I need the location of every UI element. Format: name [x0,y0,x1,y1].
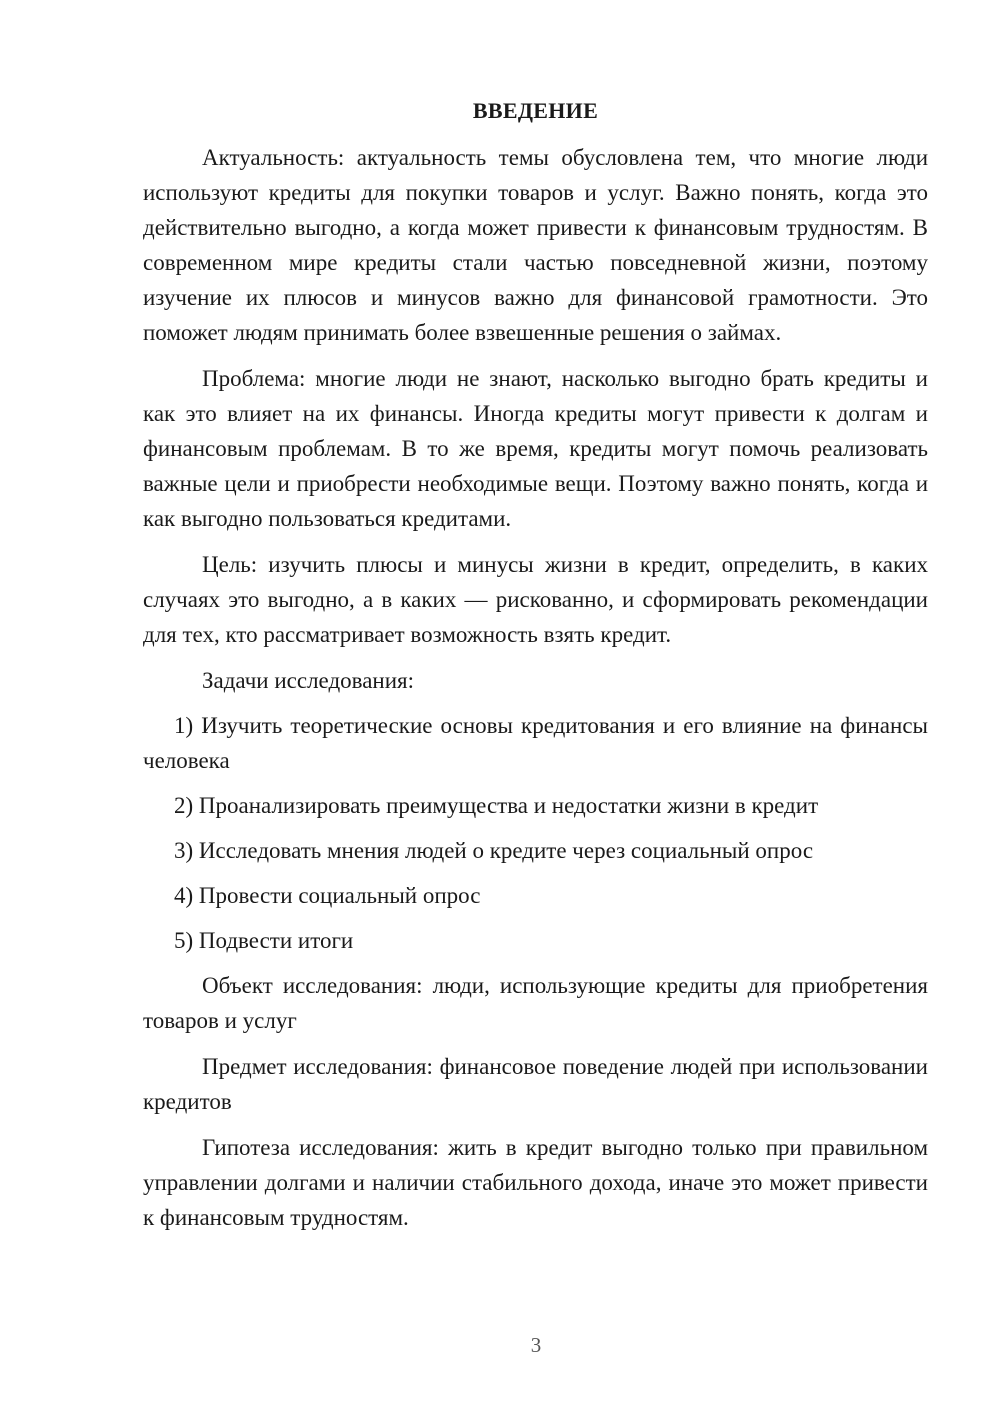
problem-paragraph: Проблема: многие люди не знают, насколько выгодно брать кредиты и как это влияет на их финансы. Иногда кредиты могут привести к долгам и финансовым проблемам. В то же время, кредиты могут помочь реализовать важные цели и приобрести необходимые вещи. Поэтому важно понять, когда и как выгодно пользоваться кредитами. [143,366,928,531]
task-item-4: 4) Провести социальный опрос [174,883,481,908]
hypothesis-paragraph: Гипотеза исследования: жить в кредит выгодно только при правильном управлении долгами и наличии стабильного дохода, иначе это может привести к финансовым трудностям. [143,1135,928,1230]
tasks-title: Задачи исследования: [202,668,415,693]
section-heading: ВВЕДЕНИЕ [472,98,599,123]
page-number: 3 [530,1333,542,1357]
object-paragraph: Объект исследования: люди, использующие кредиты для приобретения товаров и услуг [143,973,928,1033]
goal-paragraph: Цель: изучить плюсы и минусы жизни в кредит, определить, в каких случаях это выгодно, а в каких — рискованно, и сформировать рекомендации для тех, кто рассматривает возможность взять кредит. [143,552,928,647]
task-item-3: 3) Исследовать мнения людей о кредите через социальный опрос [174,838,814,863]
task-item-2: 2) Проанализировать преимущества и недостатки жизни в кредит [174,793,819,818]
relevance-paragraph: Актуальность: актуальность темы обусловлена тем, что многие люди используют кредиты для покупки товаров и услуг. Важно понять, когда это действительно выгодно, а когда может привести к финансовым трудностям. В современном мире кредиты стали частью повседневной жизни, поэтому изучение их плюсов и минусов важно для финансовой грамотности. Это поможет людям принимать более взвешенные решения о займах. [143,145,928,345]
page-content [143,96,928,1246]
subject-paragraph: Предмет исследования: финансовое поведение людей при использовании кредитов [143,1054,928,1114]
task-item-5: 5) Подвести итоги [174,928,354,953]
task-item-1: 1) Изучить теоретические основы кредитования и его влияние на финансы человека [143,713,928,773]
